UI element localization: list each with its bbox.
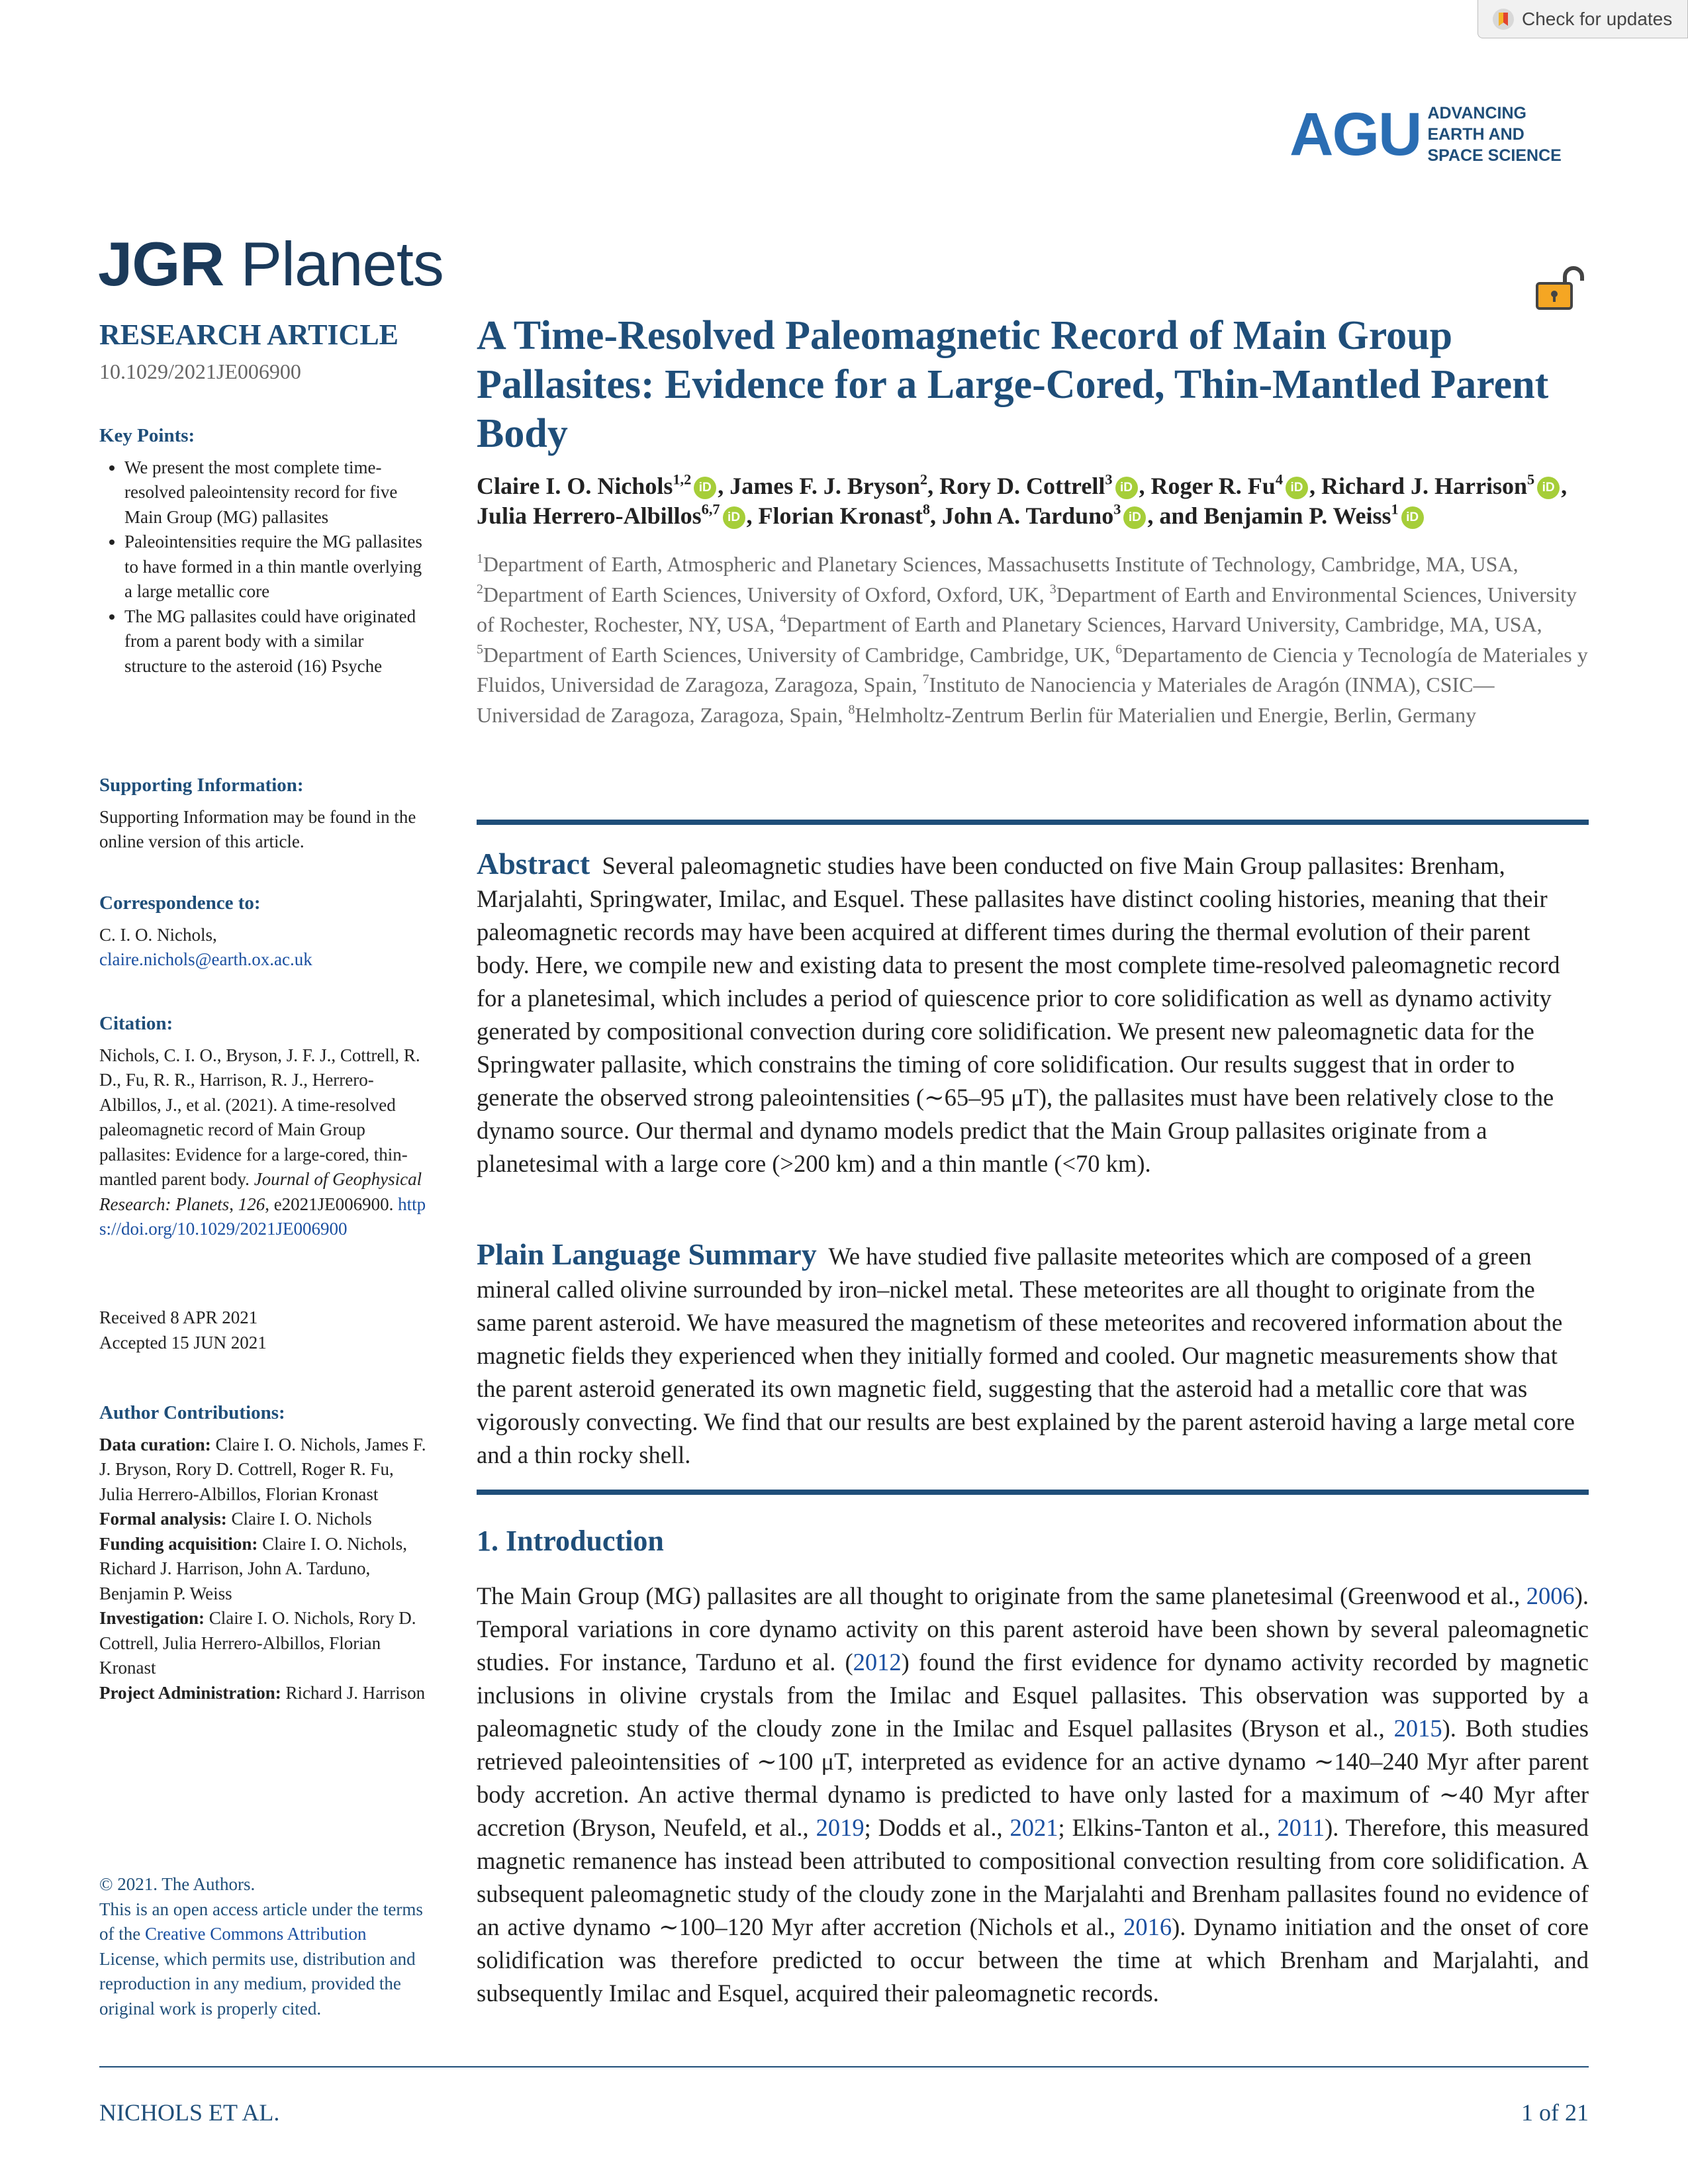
- author-affiliation-sup: 5: [1526, 471, 1535, 488]
- correspondence-name: C. I. O. Nichols,: [99, 924, 217, 945]
- intro-text-segment: ; Dodds et al.,: [864, 1814, 1010, 1841]
- affiliation-text: Department of Earth, Atmospheric and Planetary Sciences, Massachusetts Institute of Technology, Cambridge, MA, USA,: [483, 552, 1519, 576]
- article-doi: 10.1029/2021JE006900: [99, 359, 301, 383]
- affiliation-text: Department of Earth and Planetary Sciences, Harvard University, Cambridge, MA, USA,: [786, 612, 1542, 636]
- journal-name-rest: Planets: [224, 229, 444, 299]
- agu-logo: [1289, 98, 1587, 171]
- correspondence-label: Correspondence to:: [99, 892, 261, 914]
- orcid-icon[interactable]: iD: [1401, 506, 1424, 529]
- citation-journal: Journal of Geophysical Research: Planets: [99, 1169, 422, 1214]
- article-title: A Time-Resolved Paleomagnetic Record of Main Group Pallasites: Evidence for a Large-Cored, Thin-Mantled Parent Body: [477, 313, 1549, 456]
- orcid-icon[interactable]: iD: [723, 506, 745, 529]
- author-separator: , and: [1147, 502, 1204, 529]
- affiliation-sup: 6: [1115, 641, 1123, 657]
- orcid-icon[interactable]: iD: [1537, 477, 1560, 499]
- author-separator: ,: [1139, 473, 1151, 499]
- intro-text-segment: ; Elkins-Tanton et al.,: [1058, 1814, 1278, 1841]
- plain-language-summary: [477, 1238, 1589, 1472]
- license-text-after: License, which permits use, distribution and reproduction in any medium, provided the original work is properly cited.: [99, 1948, 416, 2018]
- supporting-info-label: Supporting Information:: [99, 775, 304, 796]
- citation: [99, 1012, 430, 1242]
- affiliation-text: Departamento de Ciencia y Tecnología de Materiales y Fluidos, Universidad de Zaragoza, Zaragoza, Spain,: [477, 642, 1588, 696]
- author-contributions: [99, 1401, 430, 1705]
- contribution-role: Formal analysis:: [99, 1509, 227, 1529]
- affiliation-text: Instituto de Nanociencia y Materiales de Aragón (INMA), CSIC—Universidad de Zaragoza, Zaragoza, Spain,: [477, 673, 1495, 727]
- key-points-label: Key Points:: [99, 425, 195, 446]
- contribution-role: Funding acquisition:: [99, 1533, 258, 1554]
- author-affiliation-sup: 4: [1275, 471, 1283, 488]
- main-column: [477, 311, 1589, 730]
- footer-rule: [99, 2066, 1589, 2067]
- pls-text: We have studied five pallasite meteorites which are composed of a green mineral called olivine surrounded by iron–nickel metal. These meteorites are all thought to originate from the same parent asteroid. We have measured the magnetism of these meteorites and recovered information about the magnetic fields they experienced when they initially formed and cooled. Our magnetic measurements show that the parent asteroid generated its own magnetic field, suggesting that the asteroid had a metallic core that was vigorously convecting. We find that our results are best explained by the parent asteroid having a large metal core and a thin rocky shell.: [477, 1243, 1575, 1468]
- author-separator: ,: [927, 473, 940, 499]
- contribution-item: [99, 1681, 430, 1706]
- author-name: Roger R. Fu: [1150, 473, 1276, 499]
- contribution-names: Claire I. O. Nichols, Rory D. Cottrell, Julia Herrero-Albillos, Florian Kronast: [99, 1608, 416, 1678]
- orcid-icon[interactable]: iD: [694, 477, 716, 499]
- citation-text: [99, 1043, 430, 1242]
- author-separator: ,: [930, 502, 943, 529]
- citation-year-link[interactable]: 2011: [1277, 1814, 1325, 1841]
- citation-tail: , e2021JE006900.: [265, 1194, 394, 1214]
- contribution-item: [99, 1532, 430, 1607]
- article-type: RESEARCH ARTICLE: [99, 318, 399, 351]
- correspondence-email-link[interactable]: claire.nichols@earth.ox.ac.uk: [99, 949, 312, 969]
- citation-label: Citation:: [99, 1013, 173, 1034]
- affiliation-text: Department of Earth Sciences, University of Cambridge, Cambridge, UK,: [483, 642, 1116, 667]
- contribution-item: [99, 1507, 430, 1532]
- citation-volume: 126: [238, 1194, 265, 1214]
- affiliation-sup: 8: [848, 702, 855, 717]
- author-list: [477, 471, 1589, 531]
- intro-body: [477, 1580, 1589, 2010]
- author-contributions-label: Author Contributions:: [99, 1402, 285, 1423]
- citation-year-link[interactable]: 2015: [1393, 1715, 1442, 1742]
- author-name: Florian Kronast: [758, 502, 923, 529]
- author-name: Richard J. Harrison: [1321, 473, 1527, 499]
- contribution-role: Project Administration:: [99, 1682, 281, 1703]
- header-rule: [477, 820, 1589, 825]
- received-date: Received 8 APR 2021: [99, 1307, 258, 1327]
- affiliation-sup: 4: [780, 612, 787, 627]
- affiliation-text: Department of Earth and Environmental Sciences, University of Rochester, Rochester, NY, USA,: [477, 582, 1577, 636]
- agu-tagline-line: SPACE SCIENCE: [1427, 146, 1562, 165]
- contribution-item: [99, 1433, 430, 1507]
- affiliation-sup: 3: [1049, 581, 1056, 596]
- accepted-date: Accepted 15 JUN 2021: [99, 1332, 267, 1353]
- affiliation-sup: 5: [477, 641, 483, 657]
- author-affiliation-sup: 3: [1113, 500, 1121, 518]
- citation-doi-link[interactable]: https://doi.org/10.1029/2021JE006900: [99, 1194, 426, 1239]
- key-point: • We present the most complete time-resolved paleointensity record for five Main Group (MG) pallasites: [124, 455, 430, 530]
- author-name: Claire I. O. Nichols: [477, 473, 673, 499]
- citation-year-link[interactable]: 2021: [1009, 1814, 1058, 1841]
- supporting-info: [99, 773, 430, 855]
- affiliation-sup: 2: [477, 581, 483, 596]
- key-points: [99, 424, 430, 679]
- check-for-updates-button[interactable]: [1477, 0, 1688, 38]
- page-number: 1 of 21: [1521, 2099, 1589, 2126]
- citation-body: Nichols, C. I. O., Bryson, J. F. J., Cottrell, R. D., Fu, R. R., Harrison, R. J., Herrero-Albillos, J., et al. (2021). A time-resolved paleomagnetic record of Main Group pallasites: Evidence for a large-cored, thin-mantled parent body.: [99, 1045, 420, 1189]
- license: [99, 1872, 430, 2021]
- citation-year-link[interactable]: 2016: [1123, 1913, 1172, 1940]
- affiliation-text: Helmholtz-Zentrum Berlin für Materialien und Energie, Berlin, Germany: [855, 702, 1477, 727]
- author-name: James F. J. Bryson: [729, 473, 920, 499]
- agu-logo-text: AGU: [1289, 101, 1421, 168]
- author-name: Julia Herrero-Albillos: [477, 502, 702, 529]
- citation-separator: ,: [229, 1194, 238, 1214]
- section-rule: [477, 1490, 1589, 1495]
- author-name: Benjamin P. Weiss: [1203, 502, 1391, 529]
- affiliation-sup: 7: [922, 672, 929, 687]
- key-point: • Paleointensities require the MG pallasites to have formed in a thin mantle overlying a large metallic core: [124, 530, 430, 604]
- citation-year-link[interactable]: 2019: [816, 1814, 865, 1841]
- orcid-icon[interactable]: iD: [1286, 477, 1308, 499]
- contribution-role: Investigation:: [99, 1608, 205, 1628]
- abstract: [477, 847, 1589, 1180]
- orcid-icon[interactable]: iD: [1123, 506, 1146, 529]
- creative-commons-link[interactable]: Creative Commons Attribution: [144, 1924, 367, 1944]
- agu-tagline: [1427, 103, 1561, 166]
- intro-text-segment: ). Therefore, this measured magnetic remanence has instead been attributed to compositional convection resulting from core solidification. A subsequent paleomagnetic study of the cloudy zone in the Marjalahti and Brenham pallasites found no evidence of an active dynamo ∼100–120 Myr after accretion (Nichols et al.,: [477, 1814, 1589, 1940]
- citation-year-link[interactable]: 2012: [853, 1648, 902, 1676]
- received-accepted: [99, 1306, 430, 1355]
- author-affiliation-sup: 1,2: [673, 471, 692, 488]
- author-name: John A. Tarduno: [942, 502, 1114, 529]
- author-affiliation-sup: 1: [1391, 500, 1399, 518]
- journal-name-bold: JGR: [98, 229, 224, 299]
- author-separator: ,: [1561, 473, 1568, 499]
- author-separator: ,: [1309, 473, 1321, 499]
- copyright: © 2021. The Authors.: [99, 1874, 256, 1894]
- author-affiliation-sup: 3: [1105, 471, 1113, 488]
- intro-text-segment: ). Temporal variations in core dynamo activity on this parent asteroid have been shown by several paleomagnetic studies. For instance, Tarduno et al. (: [477, 1582, 1589, 1676]
- license-text: [99, 1897, 430, 2022]
- citation-year-link[interactable]: 2006: [1526, 1582, 1575, 1609]
- article-header: [99, 318, 430, 384]
- crossmark-icon: [1491, 7, 1515, 31]
- license-text-before: This is an open access article under the terms of the: [99, 1899, 423, 1944]
- author-separator: ,: [746, 502, 759, 529]
- affiliation-sup: 1: [477, 551, 483, 567]
- contribution-names: Claire I. O. Nichols, James F. J. Bryson, Rory D. Cottrell, Roger R. Fu, Julia Herrero-Albillos, Florian Kronast: [99, 1434, 426, 1504]
- affiliation-text: Department of Earth Sciences, University of Oxford, Oxford, UK,: [483, 582, 1050, 606]
- contribution-item: [99, 1606, 430, 1681]
- abstract-heading: Abstract: [477, 847, 590, 880]
- supporting-info-text: Supporting Information may be found in the online version of this article.: [99, 806, 416, 851]
- open-access-lock-icon: [1534, 265, 1591, 311]
- contribution-names: Richard J. Harrison: [285, 1682, 426, 1703]
- author-affiliation-sup: 2: [919, 471, 928, 488]
- pls-heading: Plain Language Summary: [477, 1237, 817, 1271]
- intro-text-segment: ). Both studies retrieved paleointensities of ∼100 μT, interpreted as evidence for an active dynamo ∼140–240 Myr after parent body accretion. An active thermal dynamo is predicted to have only lasted for a maximum of ∼40 Myr after accretion (Bryson, Neufeld, et al.,: [477, 1715, 1589, 1841]
- running-author: NICHOLS ET AL.: [99, 2099, 280, 2126]
- intro-text-segment: ). Dynamo initiation and the onset of core solidification was therefore predicted to occur between the time at which Brenham and Marjalahti, and subsequently Imilac and Esquel, acquired their paleomagnetic records.: [477, 1913, 1589, 2007]
- intro-text-segment: ) found the first evidence for dynamo activity recorded by magnetic inclusions in olivine crystals from the Imilac and Esquel pallasites. This observation was supported by a paleomagnetic study of the cloudy zone in the Imilac and Esquel pallasites (Bryson et al.,: [477, 1648, 1589, 1742]
- contribution-role: Data curation:: [99, 1434, 211, 1454]
- journal-name: [98, 229, 444, 299]
- key-points-list: [99, 455, 430, 679]
- intro-text-segment: The Main Group (MG) pallasites are all thought to originate from the same planetesimal (Greenwood et al.,: [477, 1582, 1526, 1609]
- author-affiliation-sup: 6,7: [701, 500, 720, 518]
- intro-heading: 1. Introduction: [477, 1525, 664, 1557]
- affiliation-list: [477, 549, 1589, 730]
- contribution-names: Claire I. O. Nichols: [231, 1509, 372, 1529]
- agu-tagline-line: EARTH AND: [1427, 125, 1524, 144]
- correspondence: [99, 891, 430, 973]
- orcid-icon[interactable]: iD: [1115, 477, 1138, 499]
- contribution-names: Claire I. O. Nichols, Richard J. Harrison, John A. Tarduno, Benjamin P. Weiss: [99, 1533, 408, 1603]
- author-separator: ,: [718, 473, 730, 499]
- agu-tagline-line: ADVANCING: [1427, 104, 1526, 122]
- key-point: • The MG pallasites could have originated from a parent body with a similar structure to the asteroid (16) Psyche: [124, 604, 430, 679]
- author-name: Rory D. Cottrell: [939, 473, 1105, 499]
- abstract-text: Several paleomagnetic studies have been conducted on five Main Group pallasites: Brenham, Marjalahti, Springwater, Imilac, and Esquel. These pallasites have distinct cooling histories, meaning that their paleomagnetic records may have been acquired at different times during the thermal evolution of their parent body. Here, we compile new and existing data to present the most complete time-resolved paleomagnetic record for a planetesimal, which includes a period of quiescence prior to core solidification as well as dynamo activity generated by compositional convection during core solidification. We present new paleomagnetic data for the Springwater pallasite, which constrains the timing of core solidification. Our results suggest that in order to generate the observed strong paleointensities (∼65–95 μT), the pallasites must have been relatively close to the dynamo source. Our thermal and dynamo models predict that the Main Group pallasites originate from a planetesimal with a large core (>200 km) and a thin mantle (<70 km).: [477, 852, 1560, 1177]
- author-affiliation-sup: 8: [922, 500, 931, 518]
- check-for-updates-label: Check for updates: [1522, 8, 1673, 29]
